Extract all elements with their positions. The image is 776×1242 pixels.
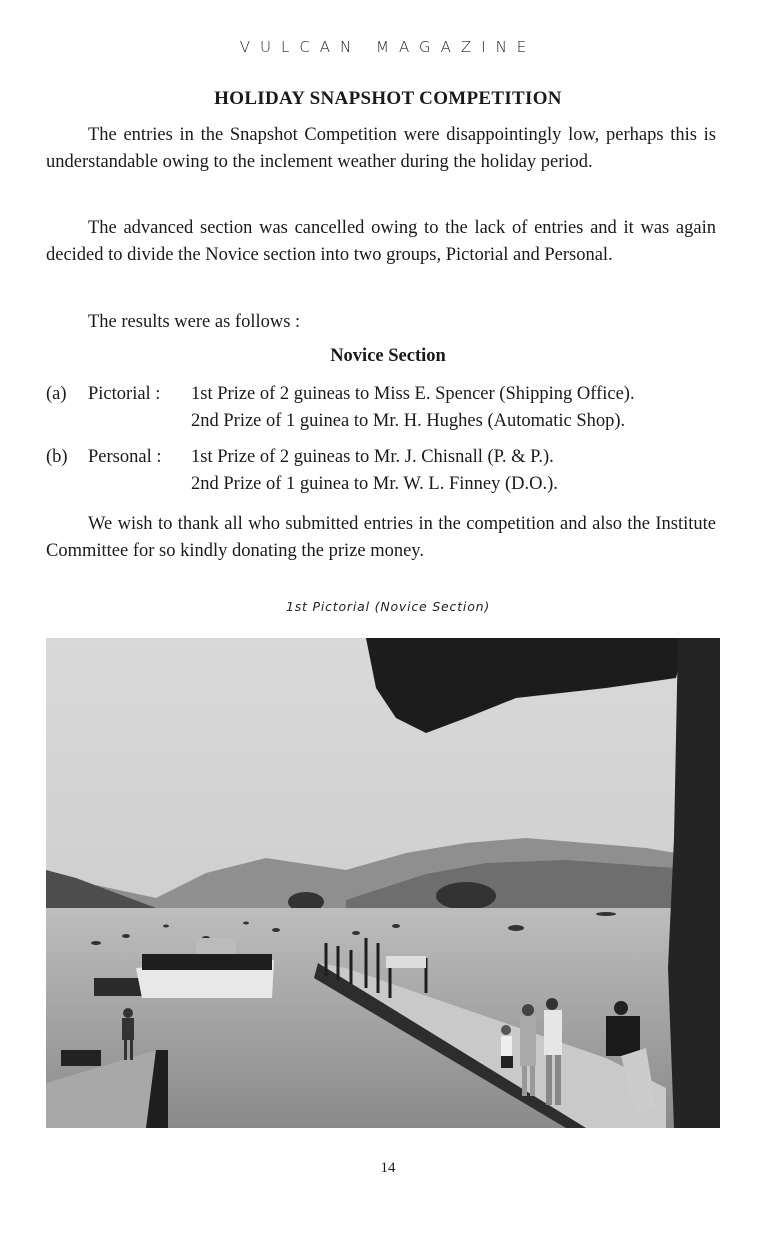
article-title: HOLIDAY SNAPSHOT COMPETITION	[214, 88, 562, 109]
result-category: Pictorial :	[88, 384, 161, 404]
lake-pier-photo	[46, 638, 720, 1128]
result-text: 2nd Prize of 1 guinea to Mr. H. Hughes (Automatic Shop).	[191, 411, 626, 431]
island-right	[436, 882, 496, 910]
result-label: (a)	[46, 384, 67, 404]
closing-paragraph: We wish to thank all who submitted entries in the competition and also the Institute Committee for so kindly donating the prize money.	[46, 514, 716, 561]
intro-paragraph: The entries in the Snapshot Competition were disappointingly low, perhaps this is understandable owing to the inclement weather during the holiday period.	[46, 125, 716, 172]
result-text: 1st Prize of 2 guineas to Miss E. Spencer (Shipping Office).	[191, 384, 635, 404]
results-intro: The results were as follows :	[88, 312, 301, 332]
magazine-masthead: VULCAN MAGAZINE	[239, 38, 537, 56]
result-text: 1st Prize of 2 guineas to Mr. J. Chisnall (P. & P.).	[191, 447, 554, 467]
result-label: (b)	[46, 447, 68, 467]
section-heading: Novice Section	[330, 346, 446, 366]
result-category: Personal :	[88, 447, 162, 467]
photo-caption: 1st Pictorial (Novice Section)	[285, 599, 491, 614]
sections-paragraph: The advanced section was cancelled owing to the lack of entries and it was again decided to divide the Novice section into two groups, Pictorial and Personal.	[46, 218, 716, 265]
page-number: 14	[380, 1160, 396, 1176]
result-text: 2nd Prize of 1 guinea to Mr. W. L. Finney (D.O.).	[191, 474, 558, 494]
